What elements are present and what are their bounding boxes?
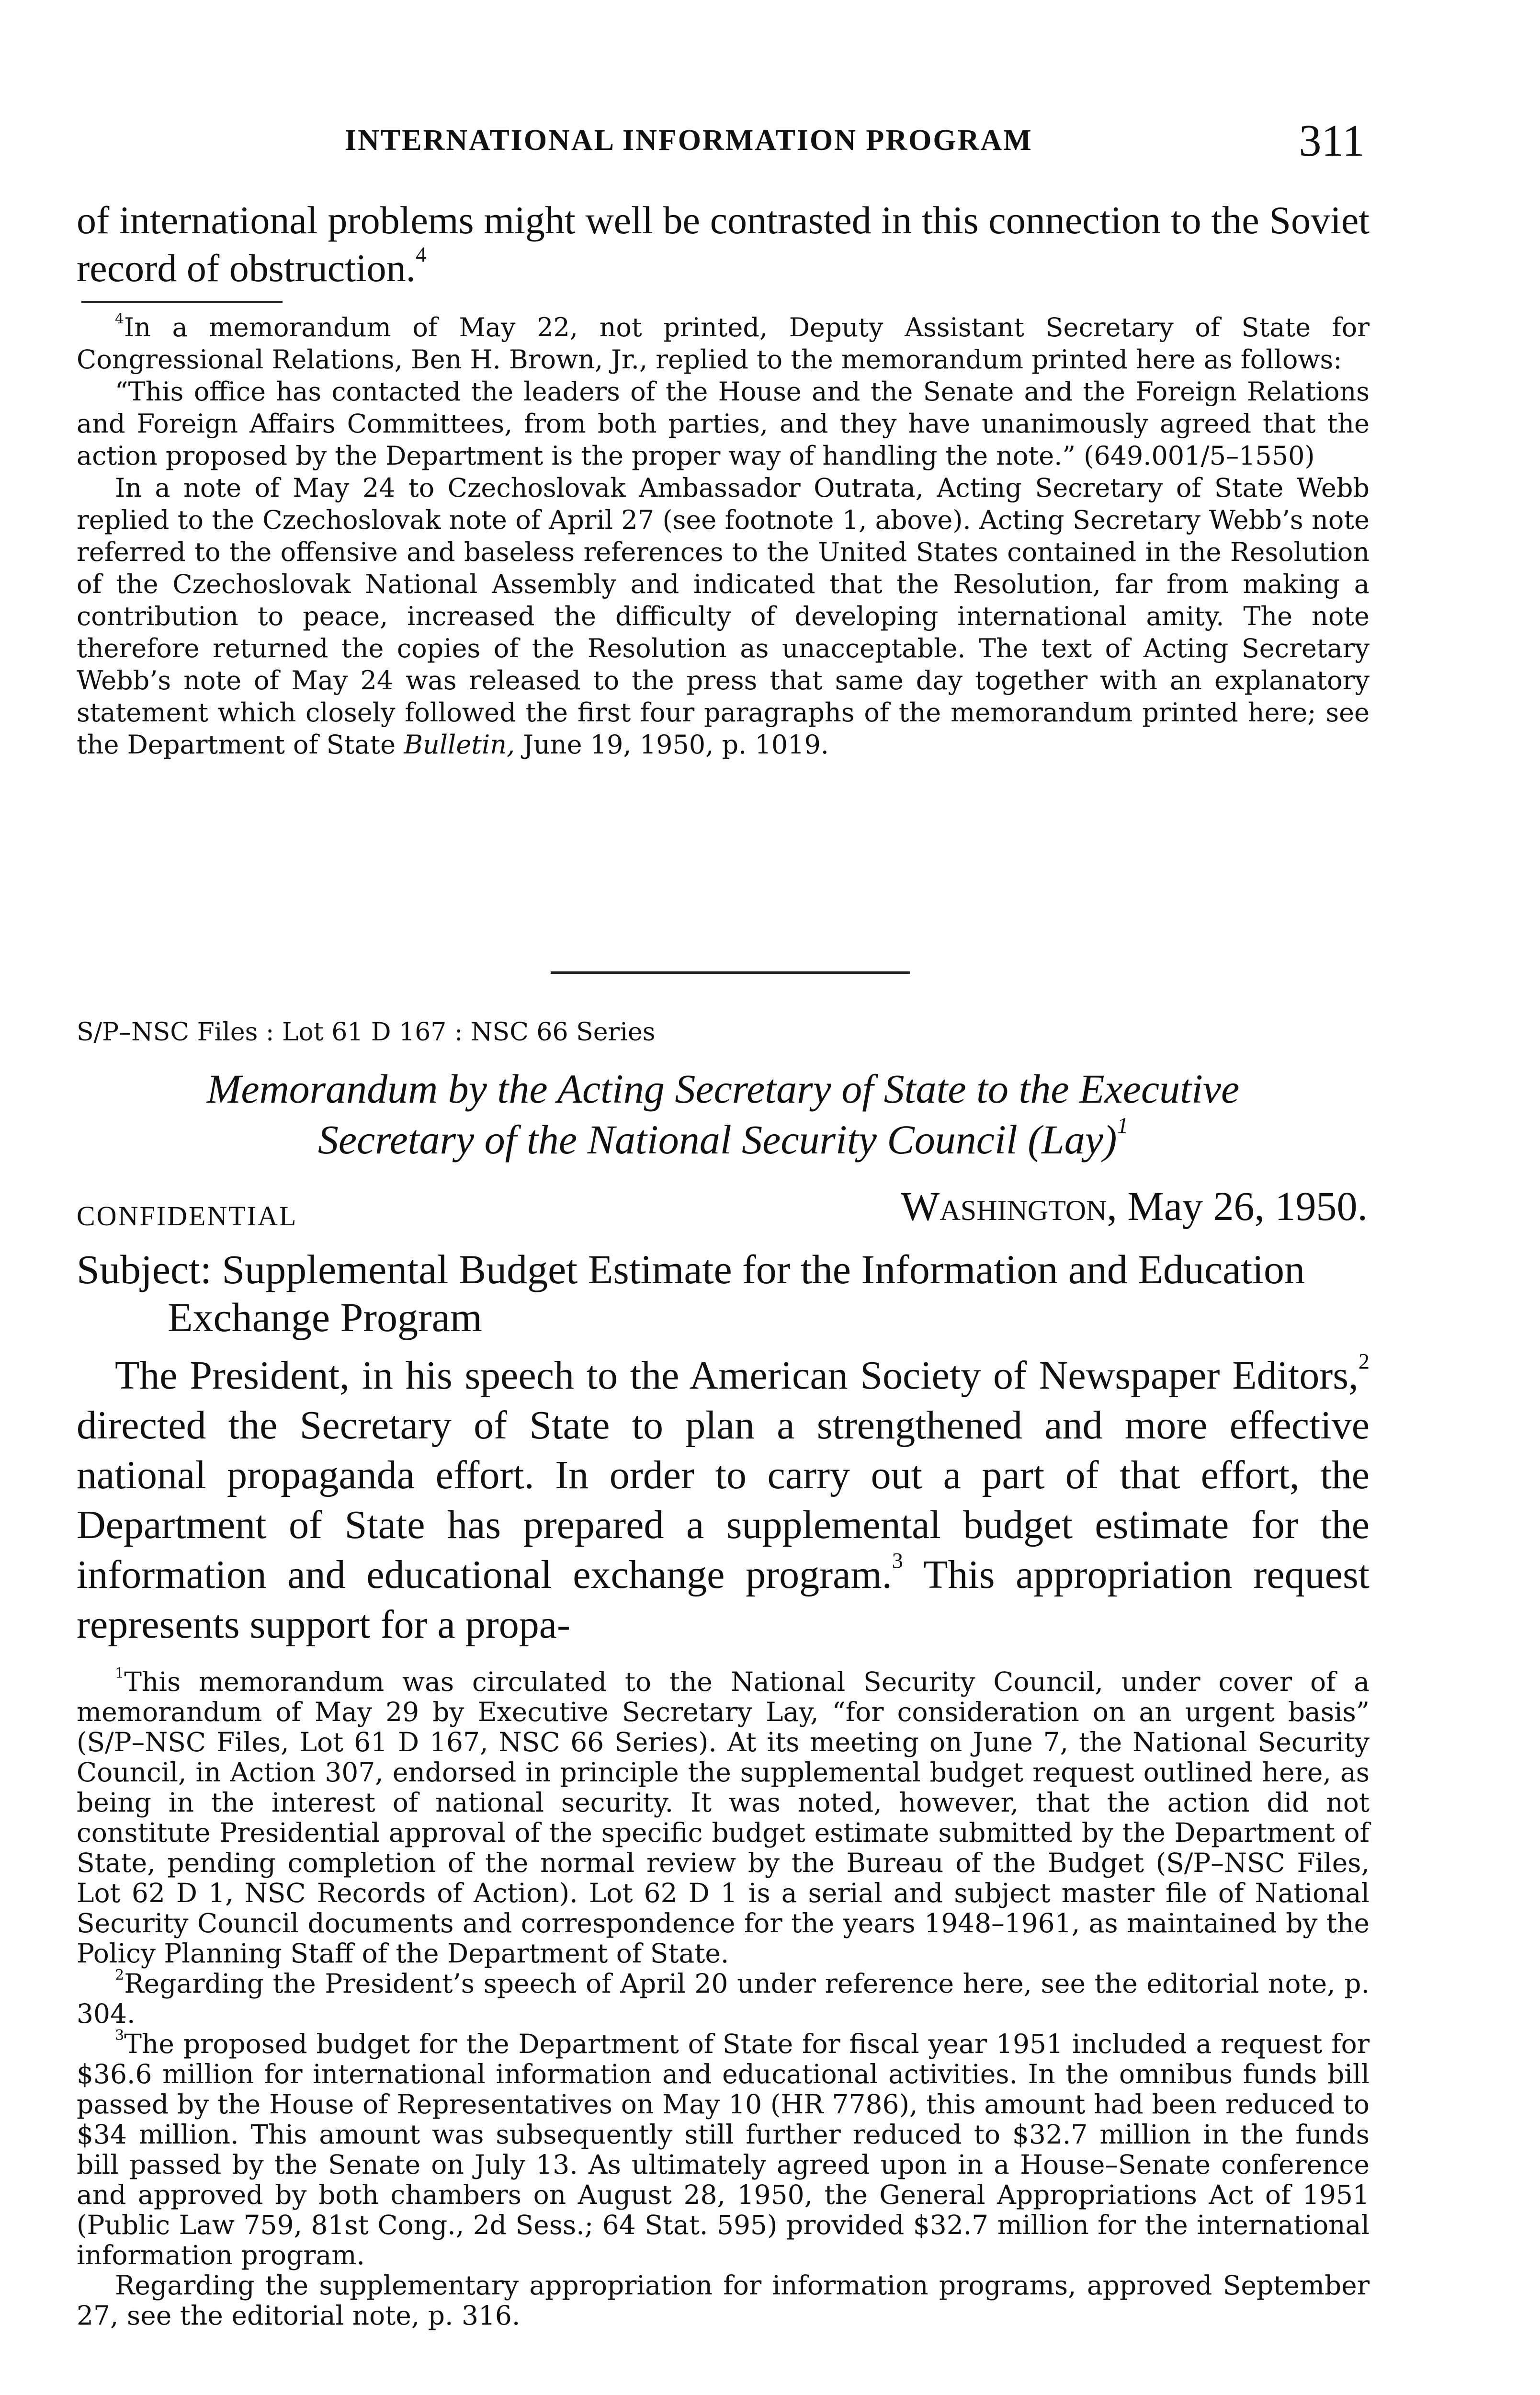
footnote-ref-4: 4 (416, 242, 427, 267)
document-title (77, 1063, 1370, 1165)
section-separator (551, 971, 910, 974)
footnote-ref-3: 3 (892, 1548, 903, 1573)
memo-body-part-3: This appropriation request represents support for a propa- (77, 1552, 1370, 1647)
page-number: 311 (1299, 116, 1365, 166)
document-title-line-1: Memorandum by the Acting Secretary of State to the Executive (206, 1066, 1240, 1112)
carryover-text: of international problems might well be contrasted in this connection to the Soviet record of obstruction. (77, 198, 1370, 290)
dateline-place: Washington, (901, 1183, 1117, 1229)
footnote-2 (77, 1966, 1370, 2029)
footnote-marker-3: 3 (115, 2027, 125, 2044)
footnote-1 (77, 1667, 1370, 1969)
dateline-date: May 26, 1950. (1127, 1183, 1368, 1229)
footnote-rule (81, 301, 283, 303)
footnote-2-text: Regarding the President’s speech of April 20 under reference here, see the editorial note, p. 304. (77, 1968, 1370, 2029)
footnote-ref-1: 1 (1117, 1113, 1129, 1139)
footnote-4 (77, 311, 1370, 761)
footnote-1-text: This memorandum was circulated to the National Security Council, under cover of a memorandum of May 29 by Executive Secretary Lay, “for consideration on an urgent basis” (S/P–NSC Files, Lot 61 D 167, NSC 66 Series). At its meeting on June 7, the National Security Council, in Action 307, endorsed in principle the supplemental budget request outlined here, as being in the interest of national security. It was noted, however, that the action did not constitute Presidential approval of the specific budget estimate submitted by the Department of State, pending completion of the normal review by the Bureau of the Budget (S/P–NSC Files, Lot 62 D 1, NSC Records of Action). Lot 62 D 1 is a serial and subject master file of National Security Council documents and correspondence for the years 1948–1961, as maintained by the Policy Planning Staff of the Department of State. (77, 1666, 1370, 1969)
footnote-3 (77, 2029, 1370, 2270)
footnote-marker-4: 4 (115, 310, 124, 328)
footnote-4-citation: June 19, 1950, p. 1019. (523, 730, 829, 760)
memo-body (77, 1351, 1370, 1650)
running-title: INTERNATIONAL INFORMATION PROGRAM (345, 124, 1033, 157)
footnote-4-para2: In a note of May 24 to Czechoslovak Ambassador Outrata, Acting Secretary of State Webb replied to the Czechoslovak note of April 27 (see footnote 1, above). Acting Secretary Webb’s note referred to the offensive and baseless references to the United States contained in the Resolution of the Czechoslovak National Assembly and indicated that the Resolution, far from making a contribution to peace, increased the difficulty of developing international amity. The note therefore returned the copies of the Resolution as unacceptable. The text of Acting Secretary Webb’s note of May 24 was released to the press that same day together with an explanatory statement which closely followed the first four paragraphs of the memorandum printed here; see the Department of State (77, 473, 1370, 760)
carryover-paragraph (77, 196, 1370, 292)
classification-label: CONFIDENTIAL (77, 1200, 298, 1232)
footnote-3-continuation: Regarding the supplementary appropriation for information programs, approved September 27, see the editorial note, p. 316. (77, 2270, 1370, 2331)
memo-body-part-1: The President, in his speech to the American Society of Newspaper Editors, (115, 1353, 1359, 1398)
footnote-4-quote: “This office has contacted the leaders of the House and the Senate and the Foreign Relations and Foreign Affairs Committees, from both parties, and they have unanimously agreed that the action proposed by the Department is the proper way of handling the note.” (649.001/5–1550) (77, 376, 1370, 471)
footnote-marker-1: 1 (115, 1665, 125, 1682)
source-citation: S/P–NSC Files : Lot 61 D 167 : NSC 66 Series (77, 1018, 656, 1047)
document-title-line-2: Secretary of the National Security Council (Lay) (317, 1117, 1117, 1163)
running-head (345, 115, 1365, 172)
dateline (901, 1182, 1368, 1230)
footnote-ref-2: 2 (1358, 1349, 1370, 1374)
footnote-4-intro: In a memorandum of May 22, not printed, Deputy Assistant Secretary of State for Congressional Relations, Ben H. Brown, Jr., replied to the memorandum printed here as follows: (77, 312, 1370, 375)
footnote-marker-2: 2 (115, 1966, 125, 1984)
footnote-3-text: The proposed budget for the Department of State for fiscal year 1951 included a request for $36.6 million for international information and educational activities. In the omnibus funds bill passed by the House of Representatives on May 10 (HR 7786), this amount had been reduced to $34 million. This amount was subsequently still further reduced to $32.7 million in the funds bill passed by the Senate on July 13. As ultimately agreed upon in a House–Senate conference and approved by both chambers on August 28, 1950, the General Appropriations Act of 1951 (Public Law 759, 81st Cong., 2d Sess.; 64 Stat. 595) provided $32.7 million for the international information program. (77, 2029, 1370, 2270)
bulletin-title: Bulletin, (404, 730, 515, 760)
subject-line: Subject: Supplemental Budget Estimate for the Information and Education Exchange Program (77, 1246, 1305, 1340)
footnotes (77, 1667, 1370, 2331)
memo-body-part-2: directed the Secretary of State to plan a strengthened and more effective national propaganda effort. In order to carry out a part of that effort, the Department of State has prepared a supplemental budget estimate for the information and educational exchange program. (77, 1403, 1370, 1597)
